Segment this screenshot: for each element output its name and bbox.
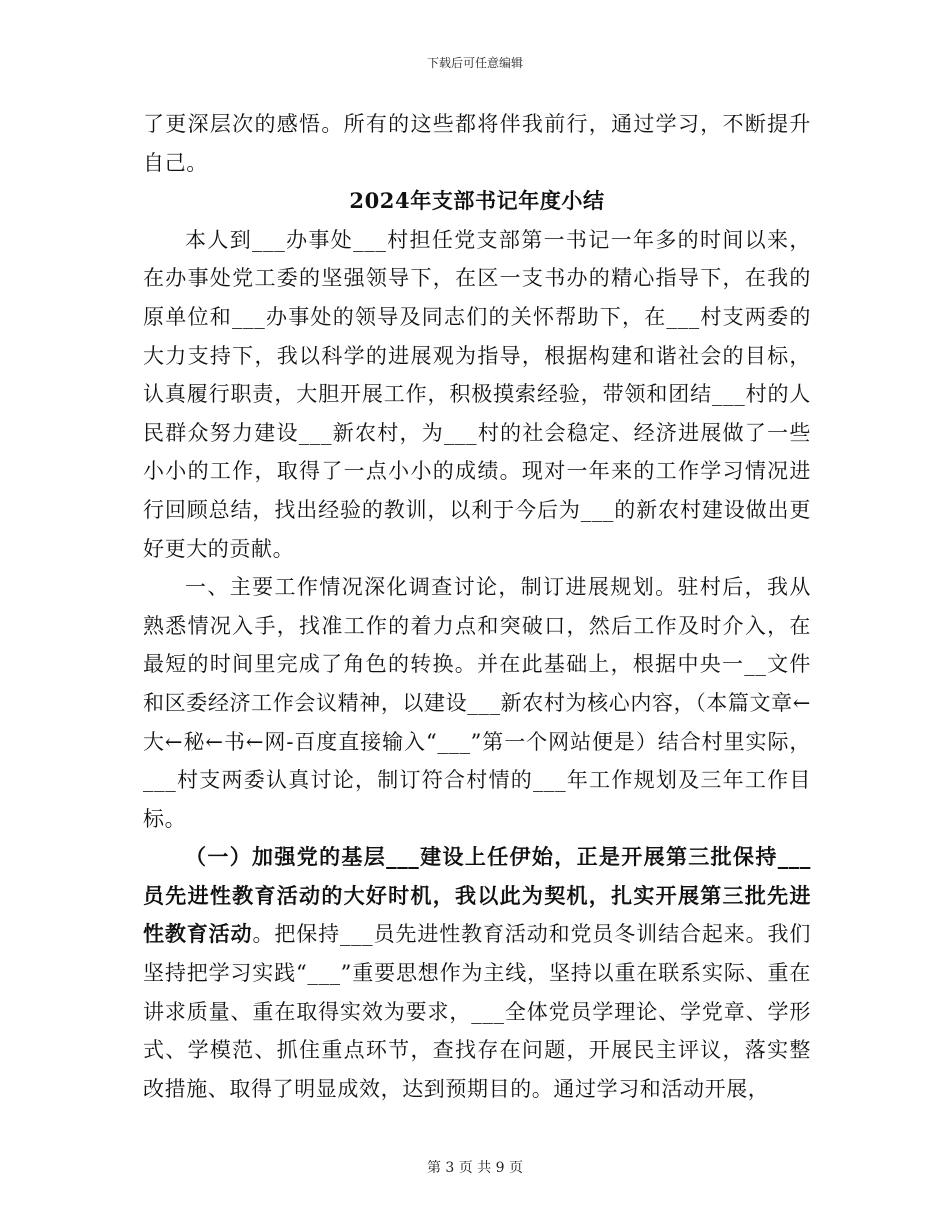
section1-paragraph: 一、主要工作情况深化调查讨论，制订进展规划。驻村后，我从熟悉情况入手，找准工作的着力点和突破口，然后工作及时介入，在最短的时间里完成了角色的转换。并在此基础上，根据中央一__文件和区委经济工作会议精神，以建设___新农村为核心内容，（本篇文章←大←秘←书←网-百度直接输入“___”第一个网站便是）结合村里实际，___村支两委认真讨论，制订符合村情的___年工作规划及三年工作目标。 [143, 575, 811, 831]
subsection1-heading: （一）加强党的基层___建设上任伊始，正是开展第三批保持___员先进性教育活动的大好时机，我以此为契机，扎实开展第三批先进性教育活动 [143, 844, 811, 947]
lead-paragraph: 了更深层次的感悟。所有的这些都将伴我前行，通过学习，不断提升自己。 [143, 112, 811, 175]
intro-paragraph: 本人到___办事处___村担任党支部第一书记一年多的时间以来，在办事处党工委的坚强领导下，在区一支书办的精心指导下，在我的原单位和___办事处的领导及同志们的关怀帮助下，在___村支两委的大力支持下，我以科学的进展观为指导，根据构建和谐社会的目标，认真履行职责，大胆开展工作，积极摸索经验，带领和团结___村的人民群众努力建设___新农村，为___村的社会稳定、经济进展做了一些小小的工作，取得了一点小小的成绩。现对一年来的工作学习情况进行回顾总结，找出经验的教训，以利于今后为___的新农村建设做出更好更大的贡献。 [143, 227, 811, 561]
page-number: 第 3 页 共 9 页 [426, 1160, 524, 1176]
document-body [143, 105, 811, 1108]
subsection1-paragraph [143, 838, 811, 1108]
subsection1-body: 。把保持___员先进性教育活动和党员冬训结合起来。我们坚持把学习实践“___”重要思想作为主线，坚持以重在联系实际、重在讲求质量、重在取得实效为要求，___全体党员学理论、学党章、学形式、学模范、抓住重点环节，查找存在问题，开展民主评议，落实整改措施、取得了明显成效，达到预期目的。通过学习和活动开展， [143, 922, 812, 1101]
document-title: 2024年支部书记年度小结 [349, 188, 605, 214]
page-header: 下载后可任意编辑 [426, 56, 523, 70]
